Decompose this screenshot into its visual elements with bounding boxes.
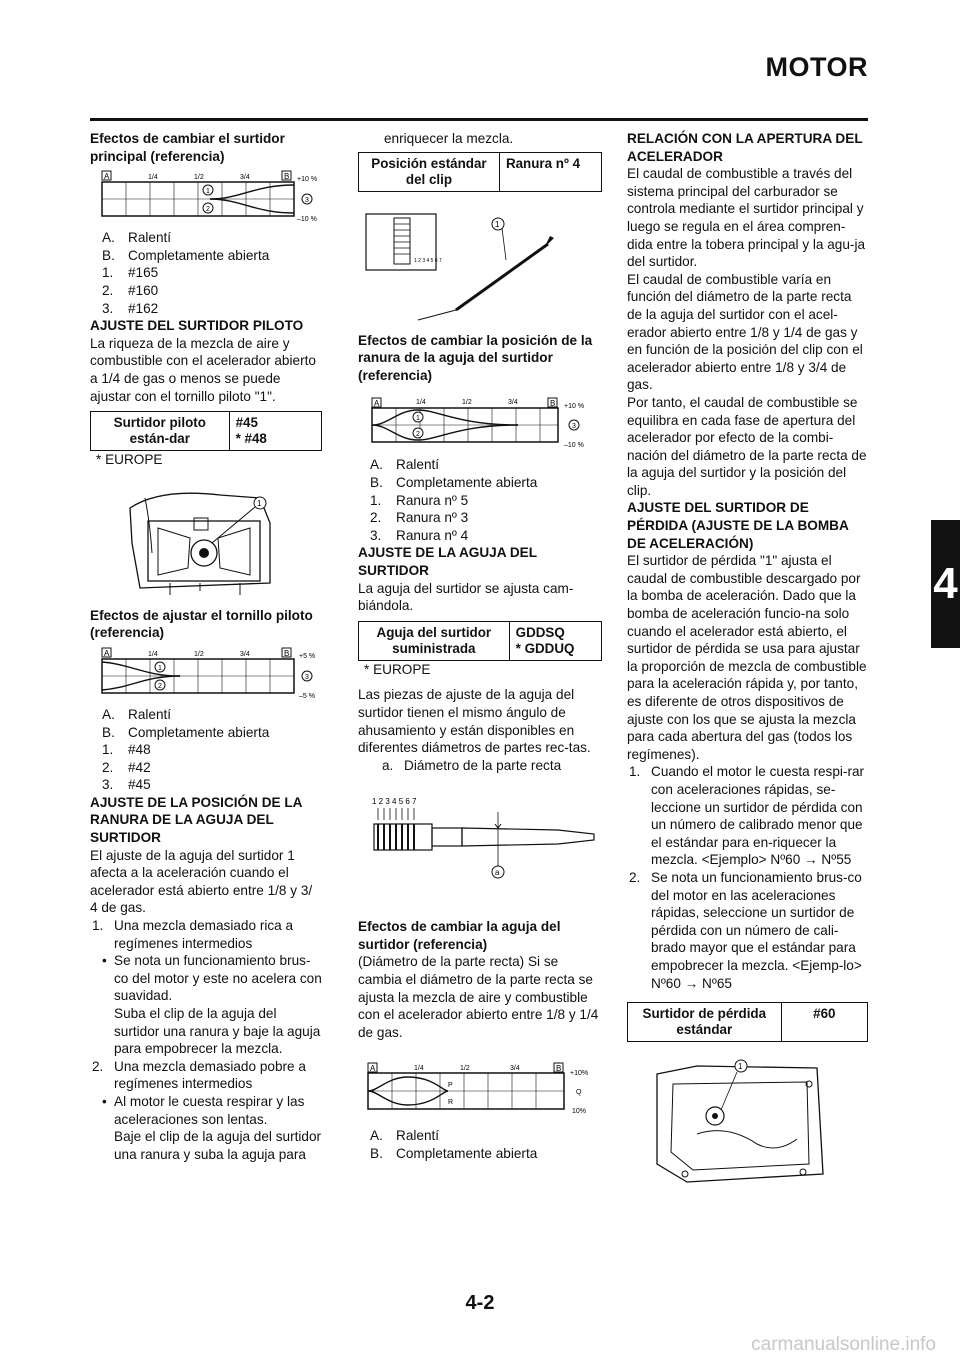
curve-1 [372,410,518,425]
tick-1-2: 1/2 [460,1065,470,1073]
legend-item: A. Ralentí [370,457,440,473]
minus-label: –10 % [297,216,317,224]
list-item: 1. Cuando el motor le cuesta respi-rar con aceleraciones rápidas, se-leccione un surtidor de pérdida con un número de calibrado menor que el estándar para en-riquecer la mezcla. <Ejemplo> Nº60 → Nº55 [629,764,865,868]
legend-item: 1. #48 [102,742,151,758]
tick-3-4: 3/4 [508,399,518,407]
plus-label: +5 % [299,652,316,660]
label-b: B [550,399,556,409]
tick-1-4: 1/4 [416,399,426,407]
callout-1-label: 1 [738,1062,743,1072]
label-a: A [104,172,110,182]
clip-spec-label: Posición estándar del clip [359,152,500,191]
leak-spec-label: Surtidor de pérdida estándar [628,1003,782,1042]
needle-spec-table [358,621,602,661]
parts-paragraph: Las piezas de ajuste de la aguja del surtidor tienen el mismo ángulo de ahusamiento y están disponibles en diferentes diámetros de partes rec-tas. [358,687,591,756]
pilot-effect-heading: Efectos de ajustar el tornillo piloto (referencia) [90,607,313,641]
curve-2 [372,425,518,440]
continued-text: enriquecer la mezcla. [384,131,514,146]
callout-1-label: 1 [495,219,500,229]
clip-heading: AJUSTE DE LA POSICIÓN DE LA RANURA DE LA AGUJA DEL SURTIDOR [90,794,302,846]
marker-1-label: 1 [206,188,210,196]
pilot-note: * EUROPE [96,452,163,468]
tick-3-4: 3/4 [240,174,250,182]
marker-3-label: 3 [305,197,309,205]
grid-lines [102,182,294,216]
curve-p-label: P [448,1082,453,1090]
pilot-spec-value: #45 * #48 [229,412,321,451]
tick-1-2: 1/2 [194,650,204,658]
label-b: B [284,648,290,658]
curve-p [368,1077,448,1091]
marker-3-label: 3 [305,673,309,681]
pilot-spec-label: Surtidor piloto están-dar [91,412,230,451]
curve-2 [102,676,180,690]
needle-paragraph: La aguja del surtidor se ajusta cam-biándola. [358,580,574,614]
parts-legend: a. Diámetro de la parte recta [382,757,562,773]
bullet-item: • Se nota un funcionamiento brus-co del motor y este no acelera con suavidad. [102,953,322,1004]
clip-effect-heading: Efectos de cambiar la posición de la ranura de la aguja del surtidor (referencia) [358,332,593,383]
plus-label: +10 % [297,176,318,184]
header-rule [90,118,868,121]
legend-item: 3. Ranura nº 4 [370,527,469,543]
legend-item: B. Completamente abierta [370,1146,538,1162]
page-title: MOTOR [765,52,868,82]
plus-label: +10% [570,1070,589,1078]
legend-item: B. Completamente abierta [102,247,270,263]
clip-spec-value: Ranura nº 4 [499,152,601,191]
clip-chart-figure [358,392,602,452]
page-number: 4-2 [465,1292,495,1314]
needle-diameter-illustration [358,792,602,892]
list-item: 2. Se nota un funcionamiento brus-co del motor en las aceleraciones rápidas, seleccione un surtidor de pérdida con un número de cali-brado mayor que el estándar para empobrecer la mezcla. <Ejemp-lo> Nº60 → Nº65 [629,869,862,991]
pilot-paragraph: La riqueza de la mezcla de aire y combustible con el acelerador abierto a 1/4 de gas o menos se puede ajustar con el tornillo piloto "1". [90,335,316,404]
legend-item: 2. Ranura nº 3 [370,510,469,526]
legend-item: 3. #162 [102,300,159,316]
minus-label: 10% [572,1108,587,1116]
minus-label: –10 % [564,442,584,450]
main-jet-legend [90,229,322,317]
section-tab: 4 [931,520,960,648]
q-label: Q [576,1089,582,1097]
legend-item: A. Ralentí [102,230,172,246]
marker-2-label: 2 [416,431,420,439]
legend-item: 2. #160 [102,282,159,298]
marker-1-label: 1 [158,664,162,672]
needle-chart-figure [358,1059,602,1121]
leak-spec-value: #60 [781,1003,867,1042]
legend-item: 2. #42 [102,759,151,775]
needle-effect-heading: Efectos de cambiar la aguja del surtidor (referencia) [358,919,561,952]
tick-3-4: 3/4 [510,1065,520,1073]
marker-2-label: 2 [206,206,210,214]
needle-effect-paragraph: (Diámetro de la parte recta) Si se cambia el diámetro de la parte recta se ajusta la mezcla de aire y combustible con el acelerador abierto entre 1/8 y 1/4 de gas. [358,954,599,1040]
main-jet-heading: Efectos de cambiar el surtidor principal (referencia) [90,131,285,164]
relation-paragraph-3: Por tanto, el caudal de combustible se equilibra en cada fase de apertura del acelerador por efecto de la combi-nación del diámetro de la parte recta de la aguja del surtidor y la posición del clip. [627,394,867,498]
label-a: A [370,1064,376,1074]
plus-label: +10 % [564,403,585,411]
tick-1-4: 1/4 [148,650,158,658]
legend-item: B. Completamente abierta [370,474,538,490]
clip-legend [358,456,602,544]
bullet-continuation: Baje el clip de la aguja del surtidor una ranura y suba la aguja para [114,1129,322,1162]
label-b: B [556,1064,562,1074]
column-1 [90,130,322,1163]
watermark: carmanualsonline.info [751,1334,936,1355]
clip-spec-table [358,152,602,192]
curve-r [368,1091,448,1105]
tick-3-4: 3/4 [240,650,250,658]
tick-1-2: 1/2 [462,399,472,407]
label-a: A [374,399,380,409]
marker-3-label: 3 [572,423,576,431]
marker-2-label: 2 [158,682,162,690]
curve-2 [210,199,294,213]
column-2 [358,130,602,1163]
legend-item: 1. #165 [102,265,159,281]
leak-paragraph: El surtidor de pérdida "1" ajusta el caudal de combustible descargado por la bomba de aceleración. Dado que la bomba de aceleración funcio-na solo cuando el acelerador está abierto, el surtidor de pérdida se usa para ajustar la proporción de mezcla de combustible para la aceleración rápida y, por tanto, es diferente de otros dispositivos de ajuste con los que se ajusta la mezcla para cada abertura del gas (todos los regímenes). [627,553,867,762]
tick-1-2: 1/2 [194,174,204,182]
pilot-spec-table [90,411,322,451]
needle-heading: AJUSTE DE LA AGUJA DEL SURTIDOR [358,545,537,578]
curve-1 [210,185,294,199]
legend-item: B. Completamente abierta [102,724,270,740]
callout-1-label: 1 [257,498,262,508]
label-a: A [104,648,110,658]
pilot-screw-illustration [90,483,322,601]
leak-heading: AJUSTE DEL SURTIDOR DE PÉRDIDA (AJUSTE DE LA BOMBA DE ACELERACIÓN) [627,500,849,551]
needle-clip-illustration [358,202,602,322]
tick-1-4: 1/4 [414,1065,424,1073]
leak-jet-illustration [627,1054,868,1194]
minus-label: –5 % [299,692,315,700]
curve-1 [102,662,180,676]
list-item: 2. Una mezcla demasiado pobre a regímenes intermedios [92,1058,306,1092]
pilot-heading: AJUSTE DEL SURTIDOR PILOTO [90,318,304,334]
svg-text:1 2 3 4 5 6 7: 1 2 3 4 5 6 7 [414,257,442,264]
label-b: B [284,172,290,182]
clip-paragraph: El ajuste de la aguja del surtidor 1 afecta a la aceleración cuando el acelerador está abierto entre 1/8 y 3/ 4 de gas. [90,847,313,916]
legend-item: 1. Ranura nº 5 [370,492,469,508]
relation-paragraph-1: El caudal de combustible a través del sistema principal del carburador se controla mediante el surtidor principal y luego se regula en el área compren-dida entre la tobera principal y la agu-ja del surtidor. [627,166,866,270]
bullet-continuation: Suba el clip de la aguja del surtidor una ranura y baje la aguja para empobrecer la mezcla. [114,1006,321,1057]
legend-item: 3. #45 [102,777,151,793]
relation-heading: RELACIÓN CON LA APERTURA DEL ACELERADOR [627,131,863,164]
legend-item: A. Ralentí [102,706,172,722]
callout-a-label: a [495,868,500,878]
tick-1-4: 1/4 [148,174,158,182]
curve-r-label: R [448,1099,454,1107]
marker-1-label: 1 [416,415,420,423]
pilot-legend [90,706,322,794]
column-3 [627,130,868,1198]
needle-spec-value: GDDSQ * GDDUQ [509,621,601,660]
bullet-item: • Al motor le cuesta respirar y las aceleraciones son lentas. [102,1093,305,1127]
legend-item: A. Ralentí [370,1128,440,1144]
relation-paragraph-2: El caudal de combustible varía en función del diámetro de la parte recta de la aguja del surtidor con el acel-erador abierto entre 1/8 y 1/4 de gas y en función de la posición del clip con el acelerador abierto entre 1/8 y 3/4 de gas. [627,271,863,393]
needle-legend [358,1127,602,1162]
needle-note: * EUROPE [364,661,431,677]
pilot-chart-figure [90,646,322,702]
list-item: 1. Una mezcla demasiado rica a regímenes intermedios [92,918,294,951]
main-jet-chart-figure [90,169,322,225]
groove-numbers: 1 2 3 4 5 6 7 [372,797,417,807]
needle-spec-label: Aguja del surtidor suministrada [359,621,510,660]
leak-spec-table [627,1002,868,1042]
